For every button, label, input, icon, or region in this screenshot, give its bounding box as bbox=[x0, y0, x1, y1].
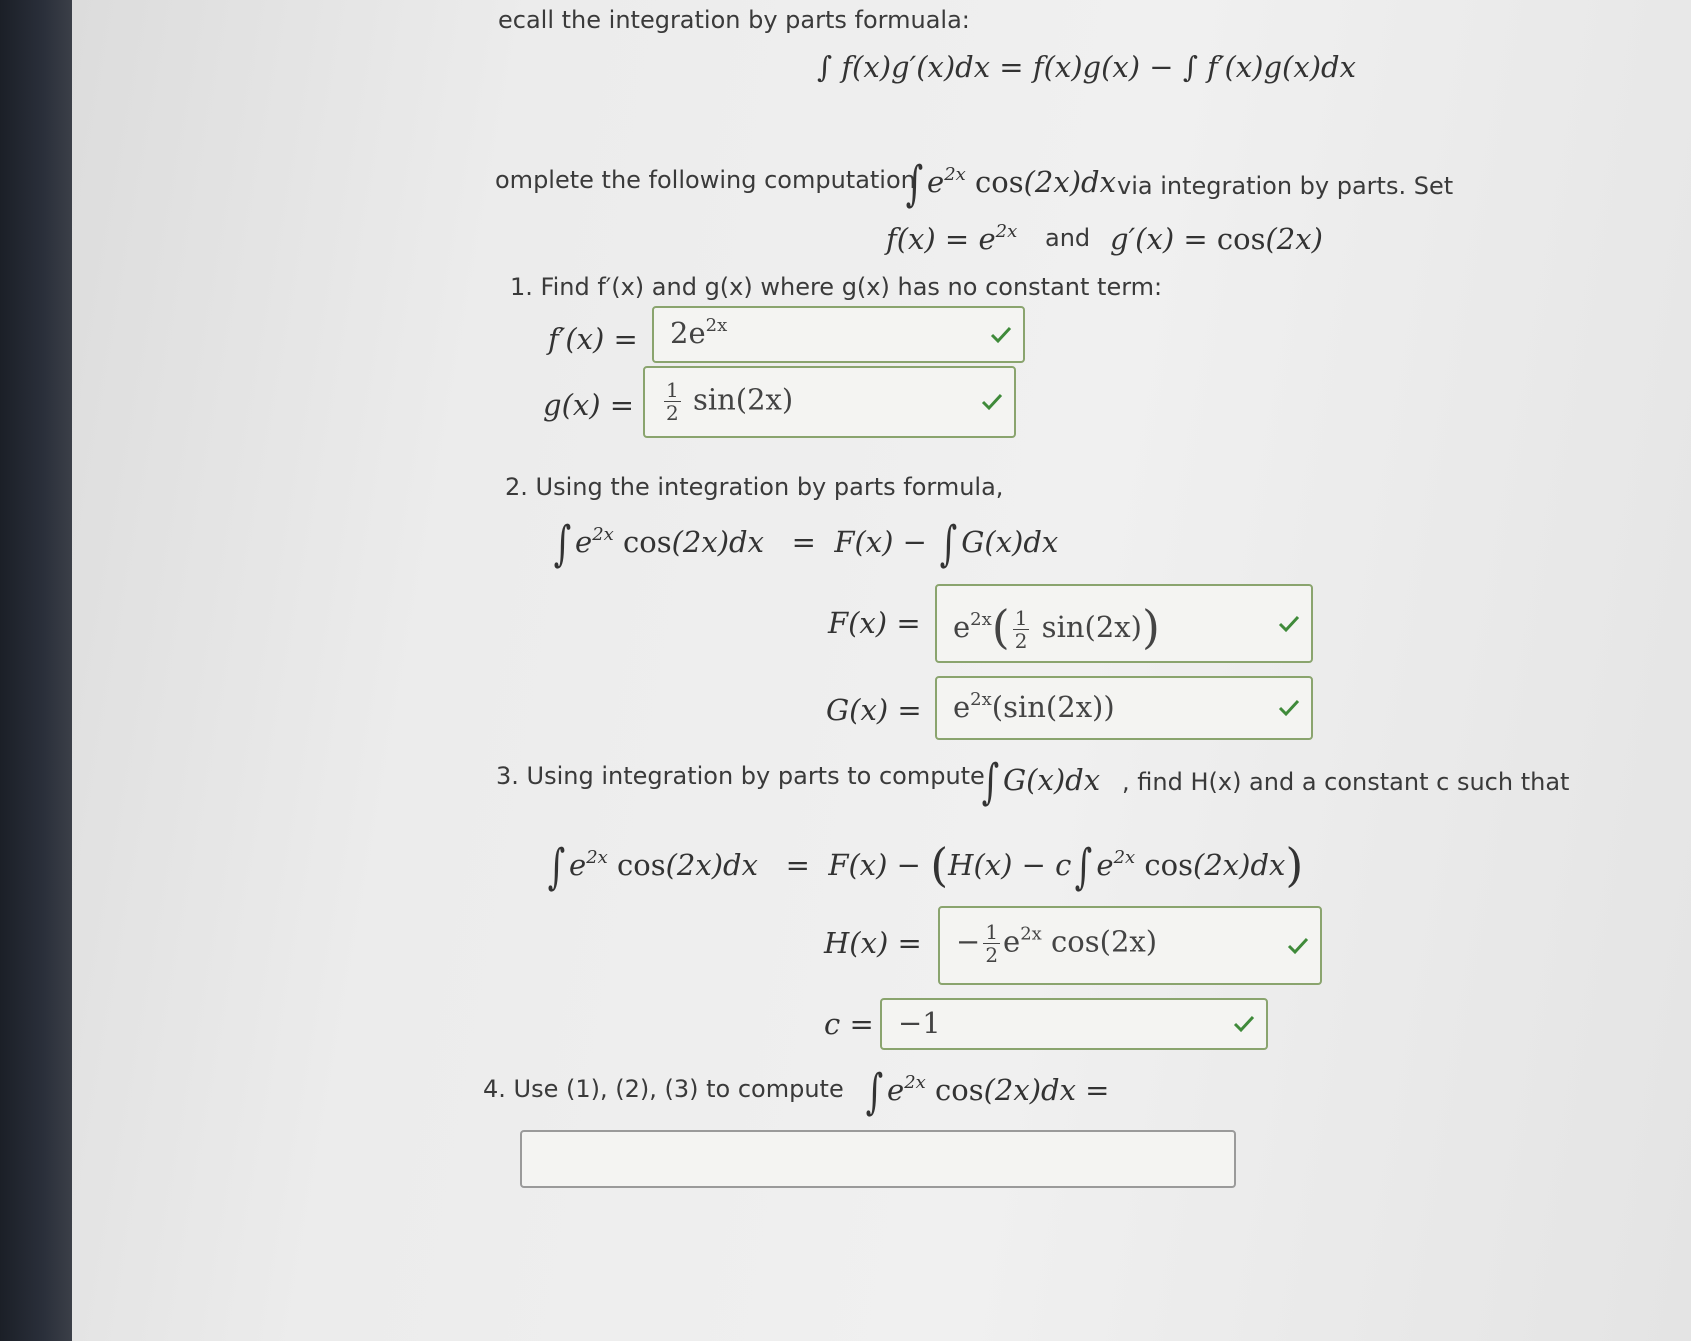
c-answer-field[interactable] bbox=[880, 998, 1268, 1050]
fprime-answer bbox=[670, 316, 727, 350]
g-answer-field[interactable] bbox=[643, 366, 1016, 438]
G-answer-field[interactable] bbox=[935, 676, 1313, 740]
H-label: H(x) = bbox=[824, 926, 922, 960]
H-func: cos(2x) bbox=[1051, 924, 1158, 959]
c-answer: −1 bbox=[898, 1006, 941, 1040]
check-icon bbox=[980, 392, 1004, 412]
step3-label-prefix: 3. Using integration by parts to compute bbox=[496, 762, 985, 790]
F-label: F(x) = bbox=[828, 606, 921, 640]
fprime-exp: 2x bbox=[705, 315, 728, 336]
complete-prefix: omplete the following computation bbox=[495, 166, 916, 194]
step4-label: 4. Use (1), (2), (3) to compute bbox=[483, 1075, 844, 1103]
step2-label: 2. Using the integration by parts formula, bbox=[505, 473, 1004, 501]
fprime-label: f′(x) = bbox=[548, 322, 638, 356]
step4-integral: ∫ $e^{2x}$ cos(2x)dx = bbox=[865, 1064, 1110, 1120]
monitor-bezel bbox=[0, 0, 72, 1341]
G-label: G(x) = bbox=[826, 693, 922, 727]
set-f: $f(x) = e^{2x}$ bbox=[886, 221, 1018, 256]
final-answer-input[interactable] bbox=[520, 1130, 1236, 1188]
intro-text: ecall the integration by parts formuala: bbox=[498, 6, 970, 34]
step2-equation: ∫ $e^{2x}$ cos(2x)dx = F(x) − ∫ G(x)dx bbox=[553, 516, 1059, 572]
g-label: g(x) = bbox=[543, 388, 635, 422]
check-icon bbox=[989, 325, 1013, 345]
F-answer-field[interactable] bbox=[935, 584, 1313, 663]
G-func: (sin(2x)) bbox=[991, 690, 1115, 724]
check-icon bbox=[1286, 936, 1310, 956]
H-answer-field[interactable] bbox=[938, 906, 1322, 985]
step3-label-suffix: , find H(x) and a constant c such that bbox=[1122, 768, 1570, 796]
g-func: sin(2x) bbox=[692, 382, 794, 417]
step3-equation: ∫ $e^{2x}$ cos(2x)dx = F(x) − (H(x) − c∫ $e^{2x}$ cos(2x)dx) bbox=[547, 838, 1304, 895]
check-icon bbox=[1232, 1014, 1256, 1034]
F-answer: $e^{2x}$( $\frac{1}{2}$ sin(2x)) bbox=[953, 600, 1160, 654]
check-icon bbox=[1277, 698, 1301, 718]
fprime-base: 2e bbox=[670, 316, 706, 350]
step1-label: 1. Find f′(x) and g(x) where g(x) has no constant term: bbox=[510, 273, 1163, 301]
fprime-answer-field[interactable] bbox=[652, 306, 1025, 363]
and-text: and bbox=[1045, 224, 1091, 252]
worksheet-page bbox=[72, 0, 1691, 1341]
c-label: c = bbox=[824, 1007, 874, 1041]
g-answer: $\frac{1}{2}$ sin(2x) bbox=[666, 378, 794, 425]
set-gprime: g′(x) = cos(2x) bbox=[1110, 222, 1323, 256]
check-icon bbox=[1277, 614, 1301, 634]
complete-suffix: via integration by parts. Set bbox=[1117, 172, 1454, 200]
target-integral: ∫ $e^{2x}$ cos(2x)dx bbox=[905, 156, 1116, 212]
G-answer: $e^{2x}(\sin(2x))$ bbox=[953, 689, 1115, 724]
step3-integral: ∫ G(x)dx bbox=[981, 754, 1101, 810]
parts-formula: ∫ f(x)g′(x)dx = f(x)g(x) − ∫ f′(x)g(x)dx bbox=[817, 50, 1356, 84]
H-answer: − $\frac{1}{2}$ $e^{2x}$ cos(2x) bbox=[956, 920, 1158, 967]
